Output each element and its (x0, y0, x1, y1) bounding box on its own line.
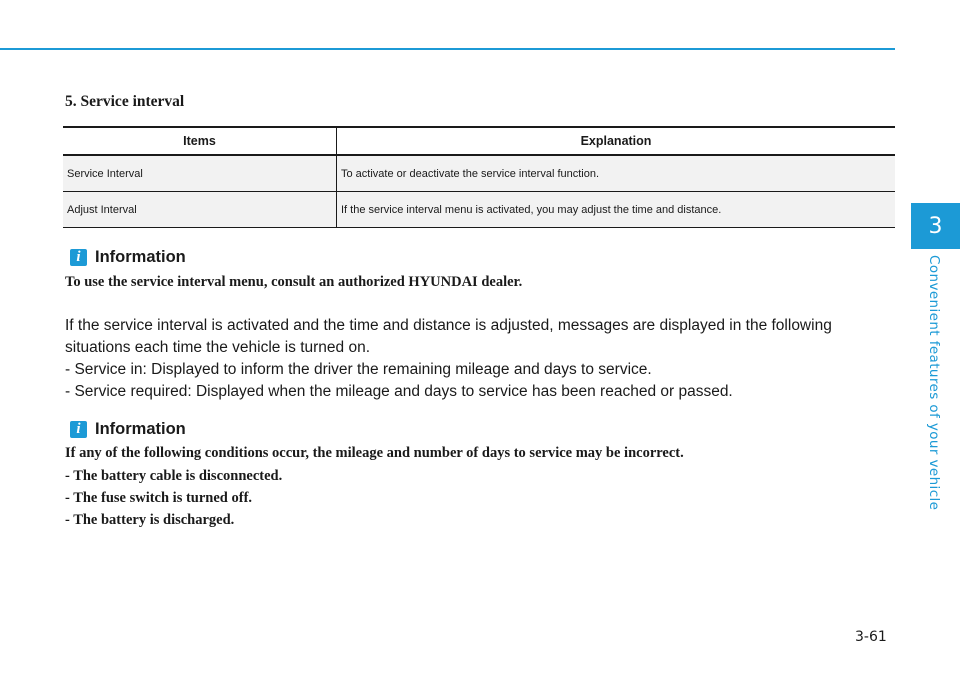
info-title: Information (95, 420, 186, 438)
section-title: 5. Service interval (65, 93, 185, 110)
chapter-number: 3 (928, 213, 943, 239)
service-interval-table (63, 126, 895, 228)
table-header-items: Items (63, 127, 337, 155)
table-cell-item: Adjust Interval (63, 192, 337, 228)
table-header-explanation: Explanation (337, 127, 896, 155)
body-line: situations each time the vehicle is turned on. (65, 339, 371, 356)
chapter-title: Convenient features of your vehicle (926, 255, 942, 511)
body-line: If the service interval is activated and the time and distance is adjusted, messages are displayed in the following (65, 317, 832, 334)
table-row (63, 155, 895, 192)
body-line: - Service in: Displayed to inform the driver the remaining mileage and days to service. (65, 361, 652, 378)
chapter-tab[interactable] (911, 203, 960, 249)
info-text-1: To use the service interval menu, consult an authorized HYUNDAI dealer. (65, 274, 523, 290)
table-cell-explanation: If the service interval menu is activated, you may adjust the time and distance. (337, 192, 896, 228)
info-heading-2 (70, 420, 186, 439)
info-bullet: - The battery cable is disconnected. (65, 468, 283, 484)
info-icon: i (70, 249, 87, 266)
info-bullet: - The battery is discharged. (65, 512, 235, 528)
table-cell-item: Service Interval (63, 155, 337, 192)
info-title: Information (95, 248, 186, 266)
info-bullet: - The fuse switch is turned off. (65, 490, 253, 506)
info-heading-1 (70, 248, 186, 267)
info-icon: i (70, 421, 87, 438)
body-paragraph (65, 315, 885, 403)
table-row (63, 192, 895, 228)
header-rule (0, 48, 895, 50)
body-line: - Service required: Displayed when the mileage and days to service has been reached or passed. (65, 383, 733, 400)
info-text-2: If any of the following conditions occur, the mileage and number of days to service may be incorrect. (65, 445, 684, 461)
table-header-row (63, 127, 895, 155)
table-cell-explanation: To activate or deactivate the service interval function. (337, 155, 896, 192)
page-number: 3-61 (855, 629, 887, 645)
